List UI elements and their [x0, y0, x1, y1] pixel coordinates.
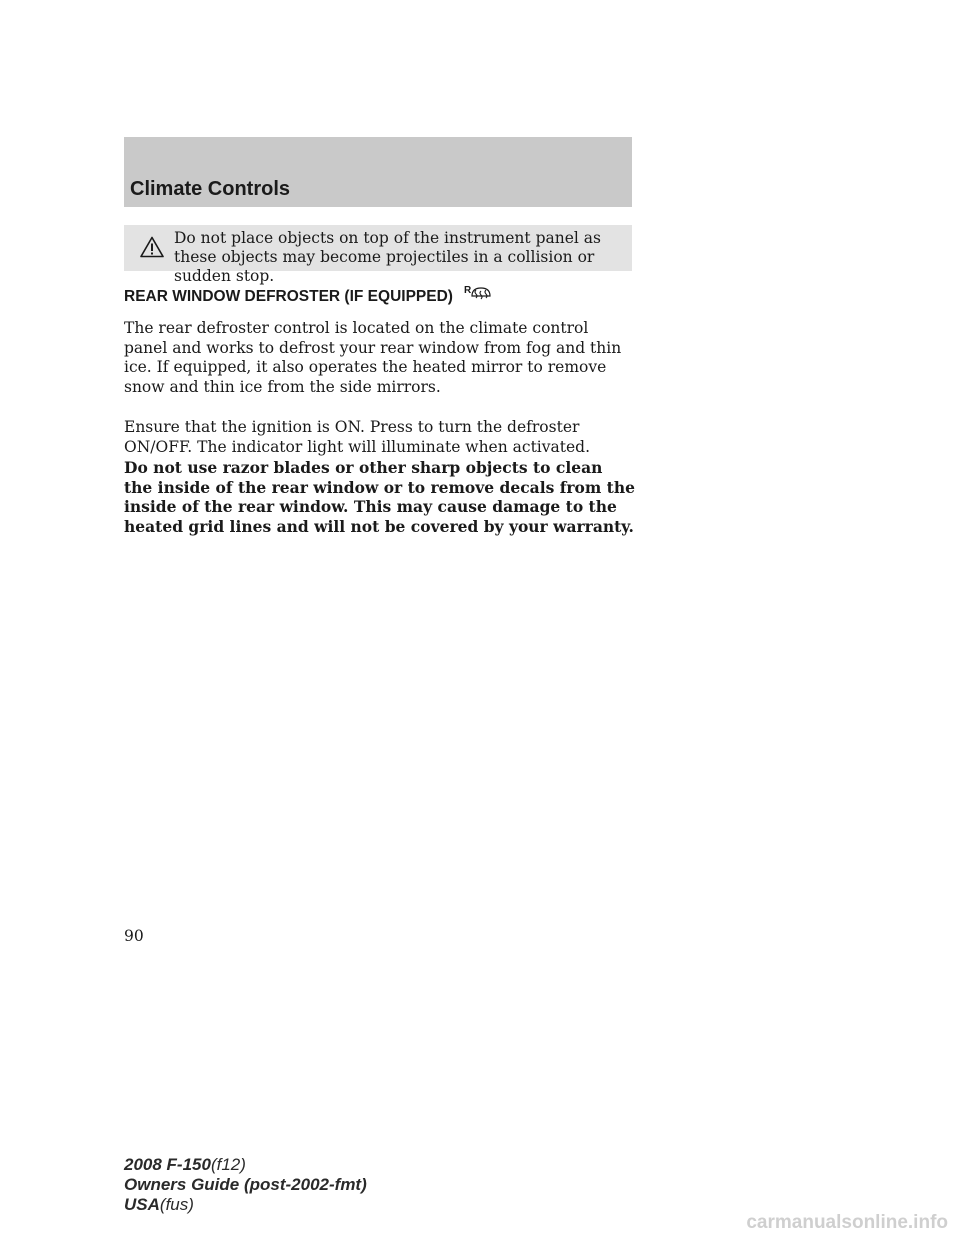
footer-line-model — [124, 1155, 367, 1175]
footer-line-region — [124, 1195, 367, 1215]
paragraph-description: The rear defroster control is located on the climate control panel and works to defrost your rear window from fog and thin ice. If equipped, it also operates the heated mirror to remove snow and thin ice from the side mirrors. — [124, 319, 622, 396]
paragraph-caution: Do not use razor blades or other sharp objects to clean the inside of the rear window or to remove decals from the inside of the rear window. This may cause damage to the heated grid lines and will not be covered by your warranty. — [124, 458, 635, 536]
rear-defroster-icon — [464, 284, 496, 302]
defroster-icon-letter: R — [464, 285, 472, 296]
footer-model: 2008 F-150 — [124, 1155, 211, 1174]
page-title: Climate Controls — [130, 178, 291, 200]
warning-triangle-icon — [140, 236, 164, 258]
paragraph-instructions: Ensure that the ignition is ON. Press to turn the defroster ON/OFF. The indicator light will illuminate when activated. — [124, 418, 590, 456]
footer-guide: Owners Guide (post-2002-fmt) — [124, 1175, 367, 1194]
footer-region-code: (fus) — [159, 1195, 194, 1214]
footer-model-code: (f12) — [210, 1155, 246, 1174]
warning-text: Do not place objects on top of the instrument panel as these objects may become projectiles in a collision or sudden stop. — [174, 229, 601, 285]
footer — [124, 1155, 367, 1215]
footer-region: USA — [124, 1195, 160, 1214]
section-heading: REAR WINDOW DEFROSTER (IF EQUIPPED) — [124, 288, 453, 305]
page-number: 90 — [124, 927, 144, 945]
watermark: carmanualsonline.info — [746, 1212, 948, 1233]
